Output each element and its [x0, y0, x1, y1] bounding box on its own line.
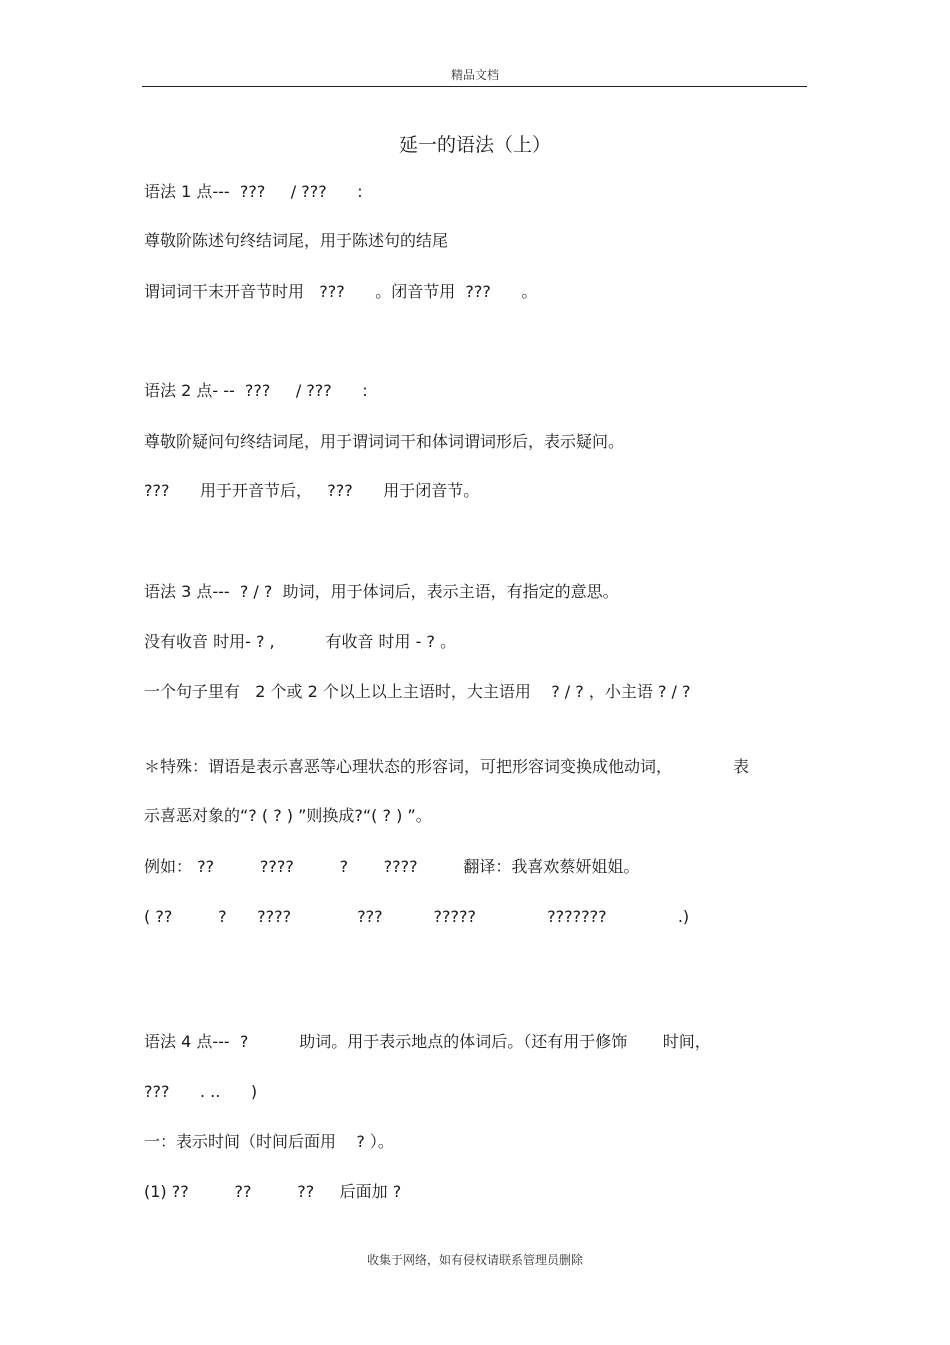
page-footer: 收集于网络，如有侵权请联系管理员删除 — [366, 1253, 583, 1267]
grammar-1-usage: 谓词词干末开音节时用 ??? 。闭音节用 ??? 。 — [144, 282, 538, 301]
grammar-2-desc: 尊敬阶疑问句终结词尾，用于谓词词干和体词谓词形后，表示疑问。 — [144, 432, 625, 451]
grammar-4-heading: 语法 4 点--- ? 助词。用于表示地点的体词后。（还有用于修饰 时间， — [144, 1032, 711, 1051]
grammar-4-heading-cont: ??? . .. ) — [144, 1082, 258, 1101]
grammar-3-special-cont: 示喜恶对象的“? ( ? ) ”则换成?“( ? ) ”。 — [144, 806, 432, 825]
grammar-3-example: 例如： ?? ???? ? ???? 翻译：我喜欢蔡妍姐姐。 — [144, 857, 640, 876]
document-title: 延一的语法（上） — [398, 134, 551, 156]
grammar-1-heading: 语法 1 点--- ??? / ??? : — [144, 182, 363, 201]
grammar-4-point-1: 一：表示时间（时间后面用 ? ）。 — [144, 1132, 394, 1151]
grammar-2-heading: 语法 2 点- -- ??? / ??? : — [144, 381, 368, 400]
grammar-2-usage: ??? 用于开音节后， ??? 用于闭音节。 — [144, 481, 480, 500]
grammar-3-example-alt: ( ?? ? ???? ??? ????? ??????? .) — [144, 907, 690, 926]
grammar-3-special: ＊特殊：谓语是表示喜恶等心理状态的形容词，可把形容词变换成他动词， 表 — [144, 757, 750, 776]
grammar-1-desc: 尊敬阶陈述句终结词尾，用于陈述句的结尾 — [144, 231, 449, 250]
header-divider — [142, 86, 807, 87]
page-header: 精品文档 — [450, 68, 499, 82]
grammar-3-note: 一个句子里有 2 个或 2 个以上以上主语时，大主语用 ? / ? ，小主语 ? / ? — [144, 682, 691, 701]
grammar-3-usage: 没有收音 时用- ? , 有收音 时用 - ? 。 — [144, 632, 457, 651]
grammar-3-heading: 语法 3 点--- ? / ? 助词，用于体词后，表示主语，有指定的意思。 — [144, 582, 619, 601]
grammar-4-point-1-item: (1) ?? ?? ?? 后面加 ? — [144, 1182, 402, 1201]
